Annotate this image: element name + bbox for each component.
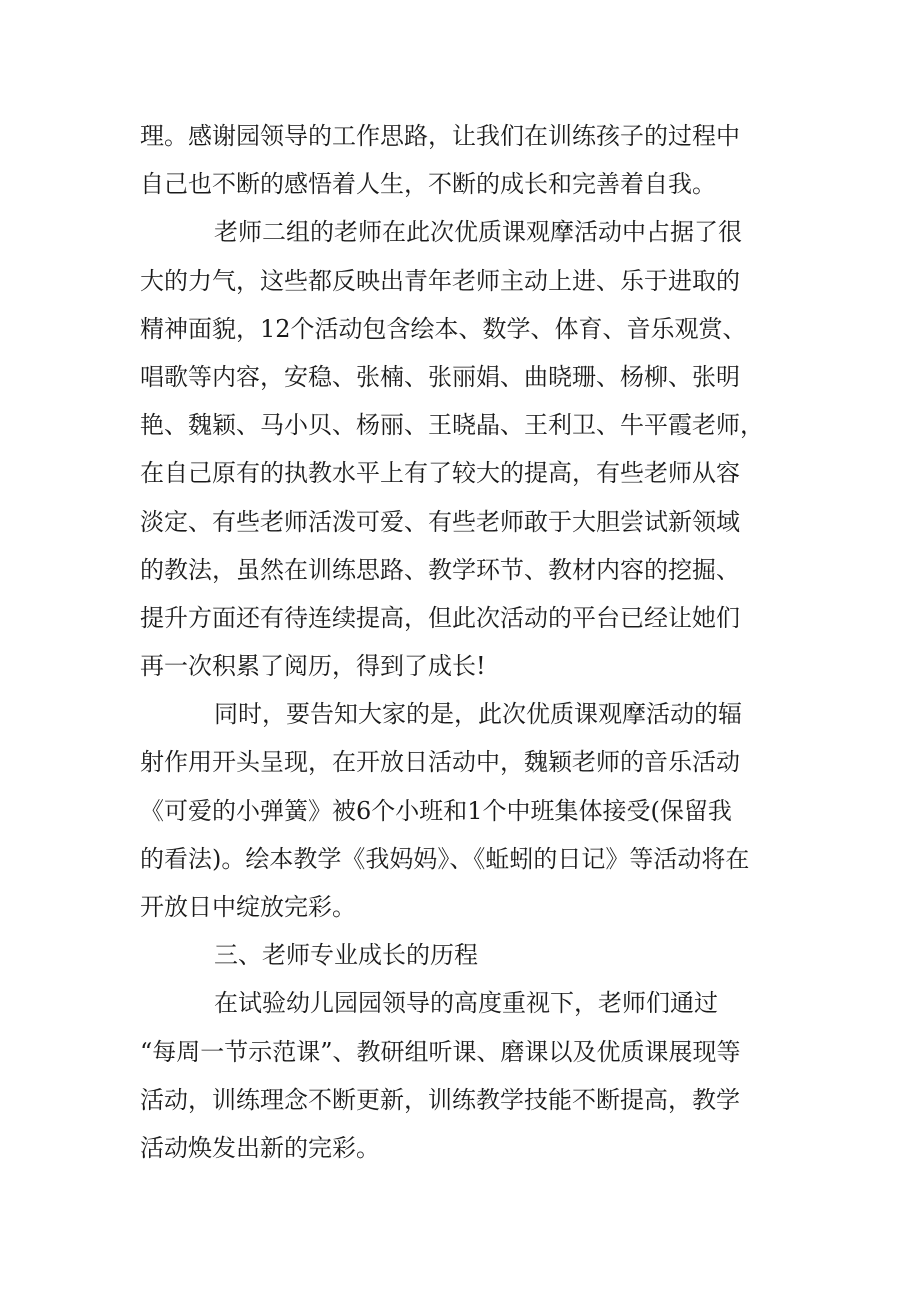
text-line: 活动，训练理念不断更新，训练教学技能不断提高，教学	[140, 1085, 740, 1114]
heading-line: 三、老师专业成长的历程	[214, 941, 478, 970]
text-line: 唱歌等内容，安稳、张楠、张丽娟、曲晓珊、杨柳、张明	[140, 362, 740, 391]
section-heading	[140, 931, 780, 979]
document-body	[140, 112, 780, 1172]
paragraph-2	[140, 208, 780, 690]
text-line: 的教法，虽然在训练思路、教学环节、教材内容的挖掘、	[140, 555, 740, 584]
text-line: 同时，要告知大家的是，此次优质课观摩活动的辐	[214, 700, 742, 729]
text-line: 理。感谢园领导的工作思路，让我们在训练孩子的过程中	[140, 122, 740, 150]
paragraph-5	[140, 979, 780, 1172]
text-line: 《可爱的小弹簧》被6个小班和1个中班集体接受(保留我	[140, 796, 732, 825]
paragraph-3	[140, 690, 780, 931]
text-line: 艳、魏颖、马小贝、杨丽、王晓晶、王利卫、牛平霞老师，	[140, 411, 764, 440]
text-line: 精神面貌，12个活动包含绘本、数学、体育、音乐观赏、	[140, 314, 747, 343]
text-line: “每周一节示范课”、教研组听课、磨课以及优质课展现等	[140, 1037, 741, 1066]
text-line: 老师二组的老师在此次优质课观摩活动中占据了很	[214, 218, 742, 247]
text-line: 淡定、有些老师活泼可爱、有些老师敢于大胆尝试新领域	[140, 507, 740, 536]
text-line: 开放日中绽放完彩。	[140, 893, 356, 921]
text-line: 的看法)。绘本教学《我妈妈》、《蚯蚓的日记》等活动将在	[140, 844, 750, 873]
text-line: 提升方面还有待连续提高，但此次活动的平台已经让她们	[140, 603, 740, 632]
paragraph-1	[140, 112, 780, 208]
text-line: 在试验幼儿园园领导的高度重视下，老师们通过	[214, 989, 718, 1018]
text-line: 活动焕发出新的完彩。	[140, 1133, 380, 1162]
text-line: 大的力气，这些都反映出青年老师主动上进、乐于进取的	[140, 266, 740, 295]
text-line: 在自己原有的执教水平上有了较大的提高，有些老师从容	[140, 459, 740, 488]
text-line: 自己也不断的感悟着人生，不断的成长和完善着自我。	[140, 170, 716, 199]
text-line: 再一次积累了阅历，得到了成长!	[140, 652, 486, 681]
text-line: 射作用开头呈现，在开放日活动中，魏颖老师的音乐活动	[140, 748, 740, 777]
